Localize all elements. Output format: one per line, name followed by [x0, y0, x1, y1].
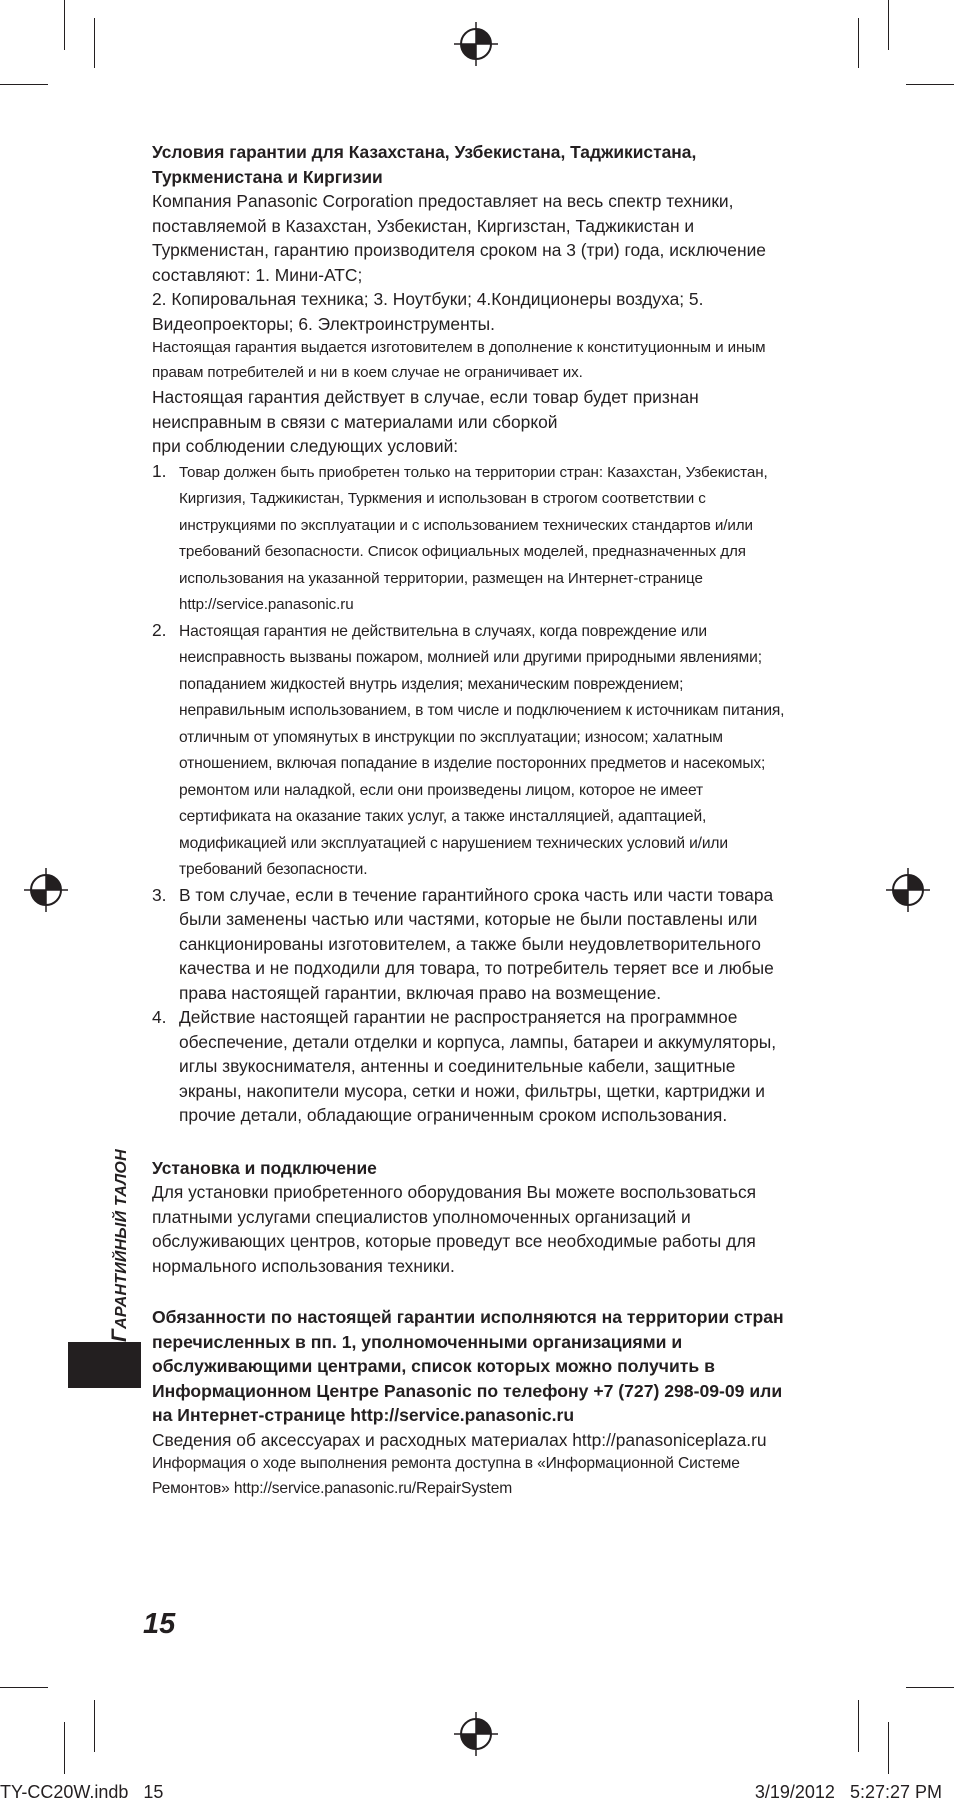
list-number: 1. [152, 460, 167, 481]
warranty-paragraph: при соблюдении следующих условий: [152, 436, 459, 456]
warranty-paragraph: 2. Копировальная техника; 3. Ноутбуки; 4.Кондиционеры воздуха; 5. Видеопроекторы; 6. Электроинструменты. [152, 289, 704, 334]
document-body [152, 140, 788, 1501]
conditions-list [152, 459, 788, 1128]
crop-mark [858, 1700, 859, 1752]
list-number: 2. [152, 619, 167, 640]
registration-mark-icon [454, 1712, 498, 1756]
side-tab-marker [68, 1342, 141, 1388]
registration-mark-icon [454, 22, 498, 66]
list-item [152, 883, 788, 1006]
warranty-heading: Условия гарантии для Казахстана, Узбекистана, Таджикистана, Туркменистана и Киргизии [152, 142, 697, 187]
registration-mark-icon [24, 868, 68, 912]
accessories-paragraph: Сведения об аксессуарах и расходных материалах http://panasoniceplaza.ru [152, 1429, 767, 1450]
footer-timestamp: 3/19/2012 5:27:27 PM [754, 1782, 942, 1802]
crop-mark [64, 0, 65, 50]
crop-mark [0, 84, 48, 85]
crop-mark [0, 1687, 48, 1688]
crop-mark [888, 0, 889, 50]
crop-mark [94, 18, 95, 68]
list-text: В том случае, если в течение гарантийного срока часть или части товара были заменены частью или частями, которые не были поставлены или санкционированы изготовителем, а также были неудовлетворительного качества и не подходили для товара, то потребитель теряет все и любые права настоящей гарантии, включая право на возмещение. [179, 884, 774, 1003]
list-text: Действие настоящей гарантии не распространяется на программное обеспечение, детали отделки и корпуса, лампы, батареи и аккумуляторы, иглы звукоснимателя, антенны и соединительные кабели, защитные экраны, накопители мусора, сетки и ножи, фильтры, щетки, картриджи и прочие детали, обладающие ограниченным сроком использования. [179, 1007, 777, 1125]
crop-mark [906, 84, 954, 85]
crop-mark [64, 1722, 65, 1774]
list-item [152, 459, 788, 618]
warranty-paragraph: Компания Panasonic Corporation предоставляет на весь спектр техники, поставляемой в Казахстан, Узбекистан, Киргизстан, Таджикистан и Туркменистан, гарантию производителя сроком на 3 (три) года, исключение составляют: 1. Мини-АТС; [152, 191, 766, 285]
list-text: Настоящая гарантия не действительна в случаях, когда повреждение или неисправность вызваны пожаром, молнией или другими природными явлениями; попаданием жидкостей внутрь изделия; механическим повреждением; неправильным использованием, в том числе и подключением к источникам питания, отличным от упомянутых в инструкции по эксплуатации; износом; халатным отношением, включая попадание в изделие посторонних предметов и насекомых; ремонтом или наладкой, если они произведены лицом, которое не имеет сертификата на оказание таких услуг, а также инсталляцией, адаптацией, модификацией или эксплуатацией с нарушением технических условий и/или требований безопасности. [179, 622, 785, 878]
footer-file-info: TY-CC20W.indb 15 [0, 1782, 164, 1802]
installation-paragraph: Для установки приобретенного оборудования Вы можете воспользоваться платными услугами специалистов уполномоченных организаций и обслуживающих центров, которые проведут все необходимые работы для нормального использования техники. [152, 1182, 757, 1276]
warranty-paragraph-small: Настоящая гарантия выдается изготовителем в дополнение к конституционным и иным правам потребителей и ни в коем случае не ограничивает их. [152, 339, 766, 381]
side-tab-label: ГАРАНТИЙНЫЙ ТАЛОН [108, 1149, 131, 1342]
page-number: 15 [143, 1608, 176, 1640]
list-number: 3. [152, 884, 167, 905]
crop-mark [888, 1722, 889, 1774]
list-text: Товар должен быть приобретен только на территории стран: Казахстан, Узбекистан, Киргизия, Таджикистан, Туркмения и использован в строгом соответствии с инструкциями по эксплуатации и с использованием технических стандартов и/или требований безопасности. Список официальных моделей, предназначенных для использования на указанной территории, размещен на Интернет-странице http://service.panasonic.ru [179, 463, 768, 613]
repair-info-paragraph: Информация о ходе выполнения ремонта доступна в «Информационной Системе Ремонтов» http://service.panasonic.ru/RepairSystem [152, 1455, 740, 1497]
crop-mark [858, 18, 859, 68]
crop-mark [94, 1700, 95, 1752]
installation-heading: Установка и подключение [152, 1157, 377, 1178]
crop-mark [906, 1687, 954, 1688]
list-item [152, 1005, 788, 1128]
list-item [152, 618, 788, 883]
obligations-paragraph: Обязанности по настоящей гарантии исполняются на территории стран перечисленных в пп. 1, уполномоченными организациями и обслуживающими центрами, список которых можно получить в Информационном Центре Panasonic по телефону +7 (727) 298-09-09 или на Интернет-странице http://service.panasonic.ru [152, 1307, 784, 1425]
registration-mark-icon [886, 868, 930, 912]
list-number: 4. [152, 1007, 167, 1027]
warranty-paragraph: Настоящая гарантия действует в случае, если товар будет признан неисправным в связи с материалами или сборкой [152, 387, 699, 432]
